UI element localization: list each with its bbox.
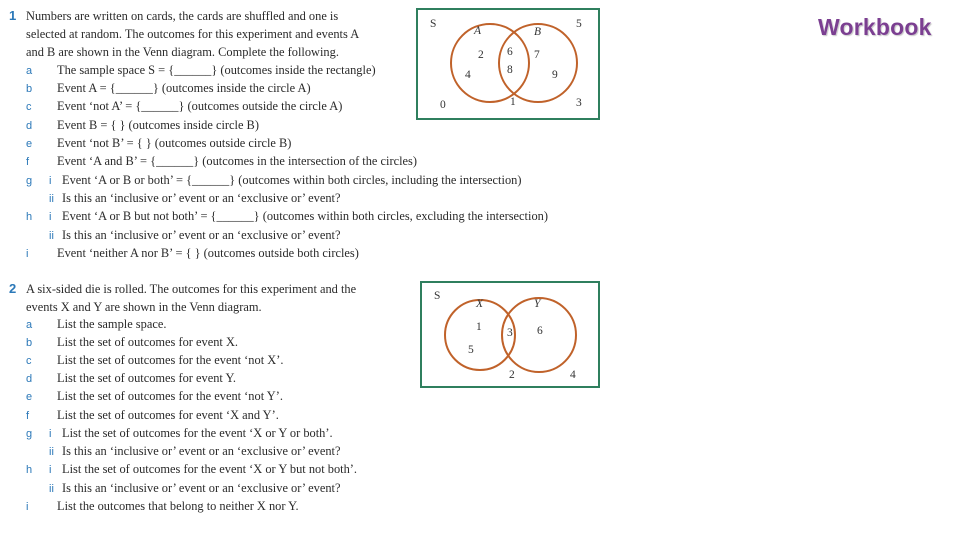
venn-diagram-1 — [416, 8, 600, 120]
circle-a — [451, 24, 529, 102]
item-sublabel: i — [49, 428, 52, 440]
item-sublabel: i — [49, 211, 52, 223]
question-2-intro — [26, 280, 421, 316]
set-a-label: A — [474, 25, 482, 37]
item-sublabel: ii — [49, 230, 54, 242]
item-text: Event ‘A or B or both’ = {______} (outcomes within both circles, including the intersection) — [62, 173, 522, 187]
venn-value: 6 — [507, 46, 513, 58]
intro-line: selected at random. The outcomes for this experiment and events A — [26, 27, 360, 41]
item-sublabel: i — [49, 175, 52, 187]
item-sublabel: ii — [49, 483, 54, 495]
item-label: h — [26, 464, 33, 476]
q2-item-a — [26, 316, 166, 333]
venn-diagram-2 — [420, 281, 600, 388]
q2-item-h-i — [26, 461, 357, 478]
q1-item-h-ii — [26, 227, 340, 244]
question-1-number: 1 — [9, 8, 17, 23]
venn-value: 1 — [476, 321, 482, 333]
q1-item-d — [26, 117, 259, 134]
venn-value: 4 — [465, 69, 471, 81]
venn-value: 0 — [440, 99, 446, 111]
universe-label: S — [430, 18, 437, 30]
item-text: Event ‘not A’ = {______} (outcomes outside the circle A) — [57, 99, 343, 113]
q1-item-h-i — [26, 208, 548, 225]
question-2-number: 2 — [9, 281, 17, 296]
item-text: Event A = {______} (outcomes inside the circle A) — [57, 81, 311, 95]
venn-value: 1 — [510, 96, 516, 108]
item-label: c — [26, 101, 32, 113]
item-label: c — [26, 355, 32, 367]
q2-item-f — [26, 407, 279, 424]
item-text: Is this an ‘inclusive or’ event or an ‘exclusive or’ event? — [62, 444, 341, 458]
q2-item-h-ii — [26, 480, 340, 497]
item-text: Event ‘A or B but not both’ = {______} (outcomes within both circles, excluding the intersection) — [62, 209, 548, 223]
item-label: g — [26, 428, 33, 440]
q1-item-a — [26, 62, 376, 79]
workbook-badge: Workbook — [818, 14, 932, 40]
item-label: f — [26, 410, 30, 422]
q1-item-i — [26, 245, 359, 262]
venn-value: 7 — [534, 49, 540, 61]
item-text: Event B = { } (outcomes inside circle B) — [57, 118, 259, 132]
item-label: g — [26, 175, 33, 187]
item-sublabel: ii — [49, 446, 54, 458]
item-text: The sample space S = {______} (outcomes inside the rectangle) — [57, 63, 376, 77]
q2-item-c — [26, 352, 283, 369]
item-label: b — [26, 83, 33, 95]
item-text: List the set of outcomes for event Y. — [57, 371, 236, 385]
item-label: i — [26, 248, 29, 260]
venn-value: 2 — [509, 369, 515, 381]
intro-line: Numbers are written on cards, the cards are shuffled and one is — [26, 9, 339, 23]
item-text: List the set of outcomes for the event ‘X or Y or both’. — [62, 426, 333, 440]
q2-item-b — [26, 334, 238, 351]
item-sublabel: i — [49, 464, 52, 476]
item-label: h — [26, 211, 33, 223]
item-text: Is this an ‘inclusive or’ event or an ‘exclusive or’ event? — [62, 228, 341, 242]
item-sublabel: ii — [49, 193, 54, 205]
q2-item-g-i — [26, 425, 333, 442]
item-text: List the set of outcomes for the event ‘not X’. — [57, 353, 284, 367]
item-text: List the set of outcomes for the event ‘not Y’. — [57, 389, 283, 403]
venn-value: 8 — [507, 64, 513, 76]
set-b-label: B — [534, 26, 542, 38]
q1-item-c — [26, 98, 342, 115]
item-text: Is this an ‘inclusive or’ event or an ‘exclusive or’ event? — [62, 481, 341, 495]
venn-value: 2 — [478, 49, 484, 61]
item-text: Event ‘neither A nor B’ = { } (outcomes outside both circles) — [57, 246, 359, 260]
venn-value: 9 — [552, 69, 558, 81]
item-label: f — [26, 156, 30, 168]
intro-line: and B are shown in the Venn diagram. Complete the following. — [26, 45, 339, 59]
universe-label: S — [434, 290, 441, 302]
item-text: Event ‘not B’ = { } (outcomes outside circle B) — [57, 136, 292, 150]
venn-value: 5 — [576, 18, 582, 30]
q2-item-i — [26, 498, 299, 515]
venn-value: 3 — [576, 97, 582, 109]
item-label: i — [26, 501, 29, 513]
venn-value: 6 — [537, 325, 543, 337]
q2-item-d — [26, 370, 236, 387]
q1-item-e — [26, 135, 291, 152]
item-text: List the set of outcomes for event X. — [57, 335, 238, 349]
item-label: d — [26, 120, 33, 132]
item-text: Event ‘A and B’ = {______} (outcomes in the intersection of the circles) — [57, 154, 417, 168]
item-label: a — [26, 319, 33, 331]
item-label: e — [26, 138, 33, 150]
set-x-label: X — [476, 298, 484, 310]
circle-x — [445, 300, 515, 370]
intro-line: events X and Y are shown in the Venn diagram. — [26, 300, 262, 314]
item-text: List the set of outcomes for event ‘X and Y’. — [57, 408, 279, 422]
item-text: List the outcomes that belong to neither X nor Y. — [57, 499, 299, 513]
q1-item-g-ii — [26, 190, 340, 207]
item-label: b — [26, 337, 33, 349]
venn-value: 3 — [507, 327, 513, 339]
q2-item-g-ii — [26, 443, 340, 460]
q1-item-g-i — [26, 172, 521, 189]
venn-value: 5 — [468, 344, 474, 356]
item-text: List the sample space. — [57, 317, 167, 331]
intro-line: A six-sided die is rolled. The outcomes for this experiment and the — [26, 282, 357, 296]
q2-item-e — [26, 388, 283, 405]
item-label: e — [26, 391, 33, 403]
item-text: List the set of outcomes for the event ‘X or Y but not both’. — [62, 462, 358, 476]
item-label: d — [26, 373, 33, 385]
venn-value: 4 — [570, 369, 576, 381]
set-y-label: Y — [534, 298, 541, 310]
q1-item-b — [26, 80, 311, 97]
item-text: Is this an ‘inclusive or’ event or an ‘exclusive or’ event? — [62, 191, 341, 205]
item-label: a — [26, 65, 33, 77]
question-1-intro — [26, 7, 421, 61]
q1-item-f — [26, 153, 417, 170]
